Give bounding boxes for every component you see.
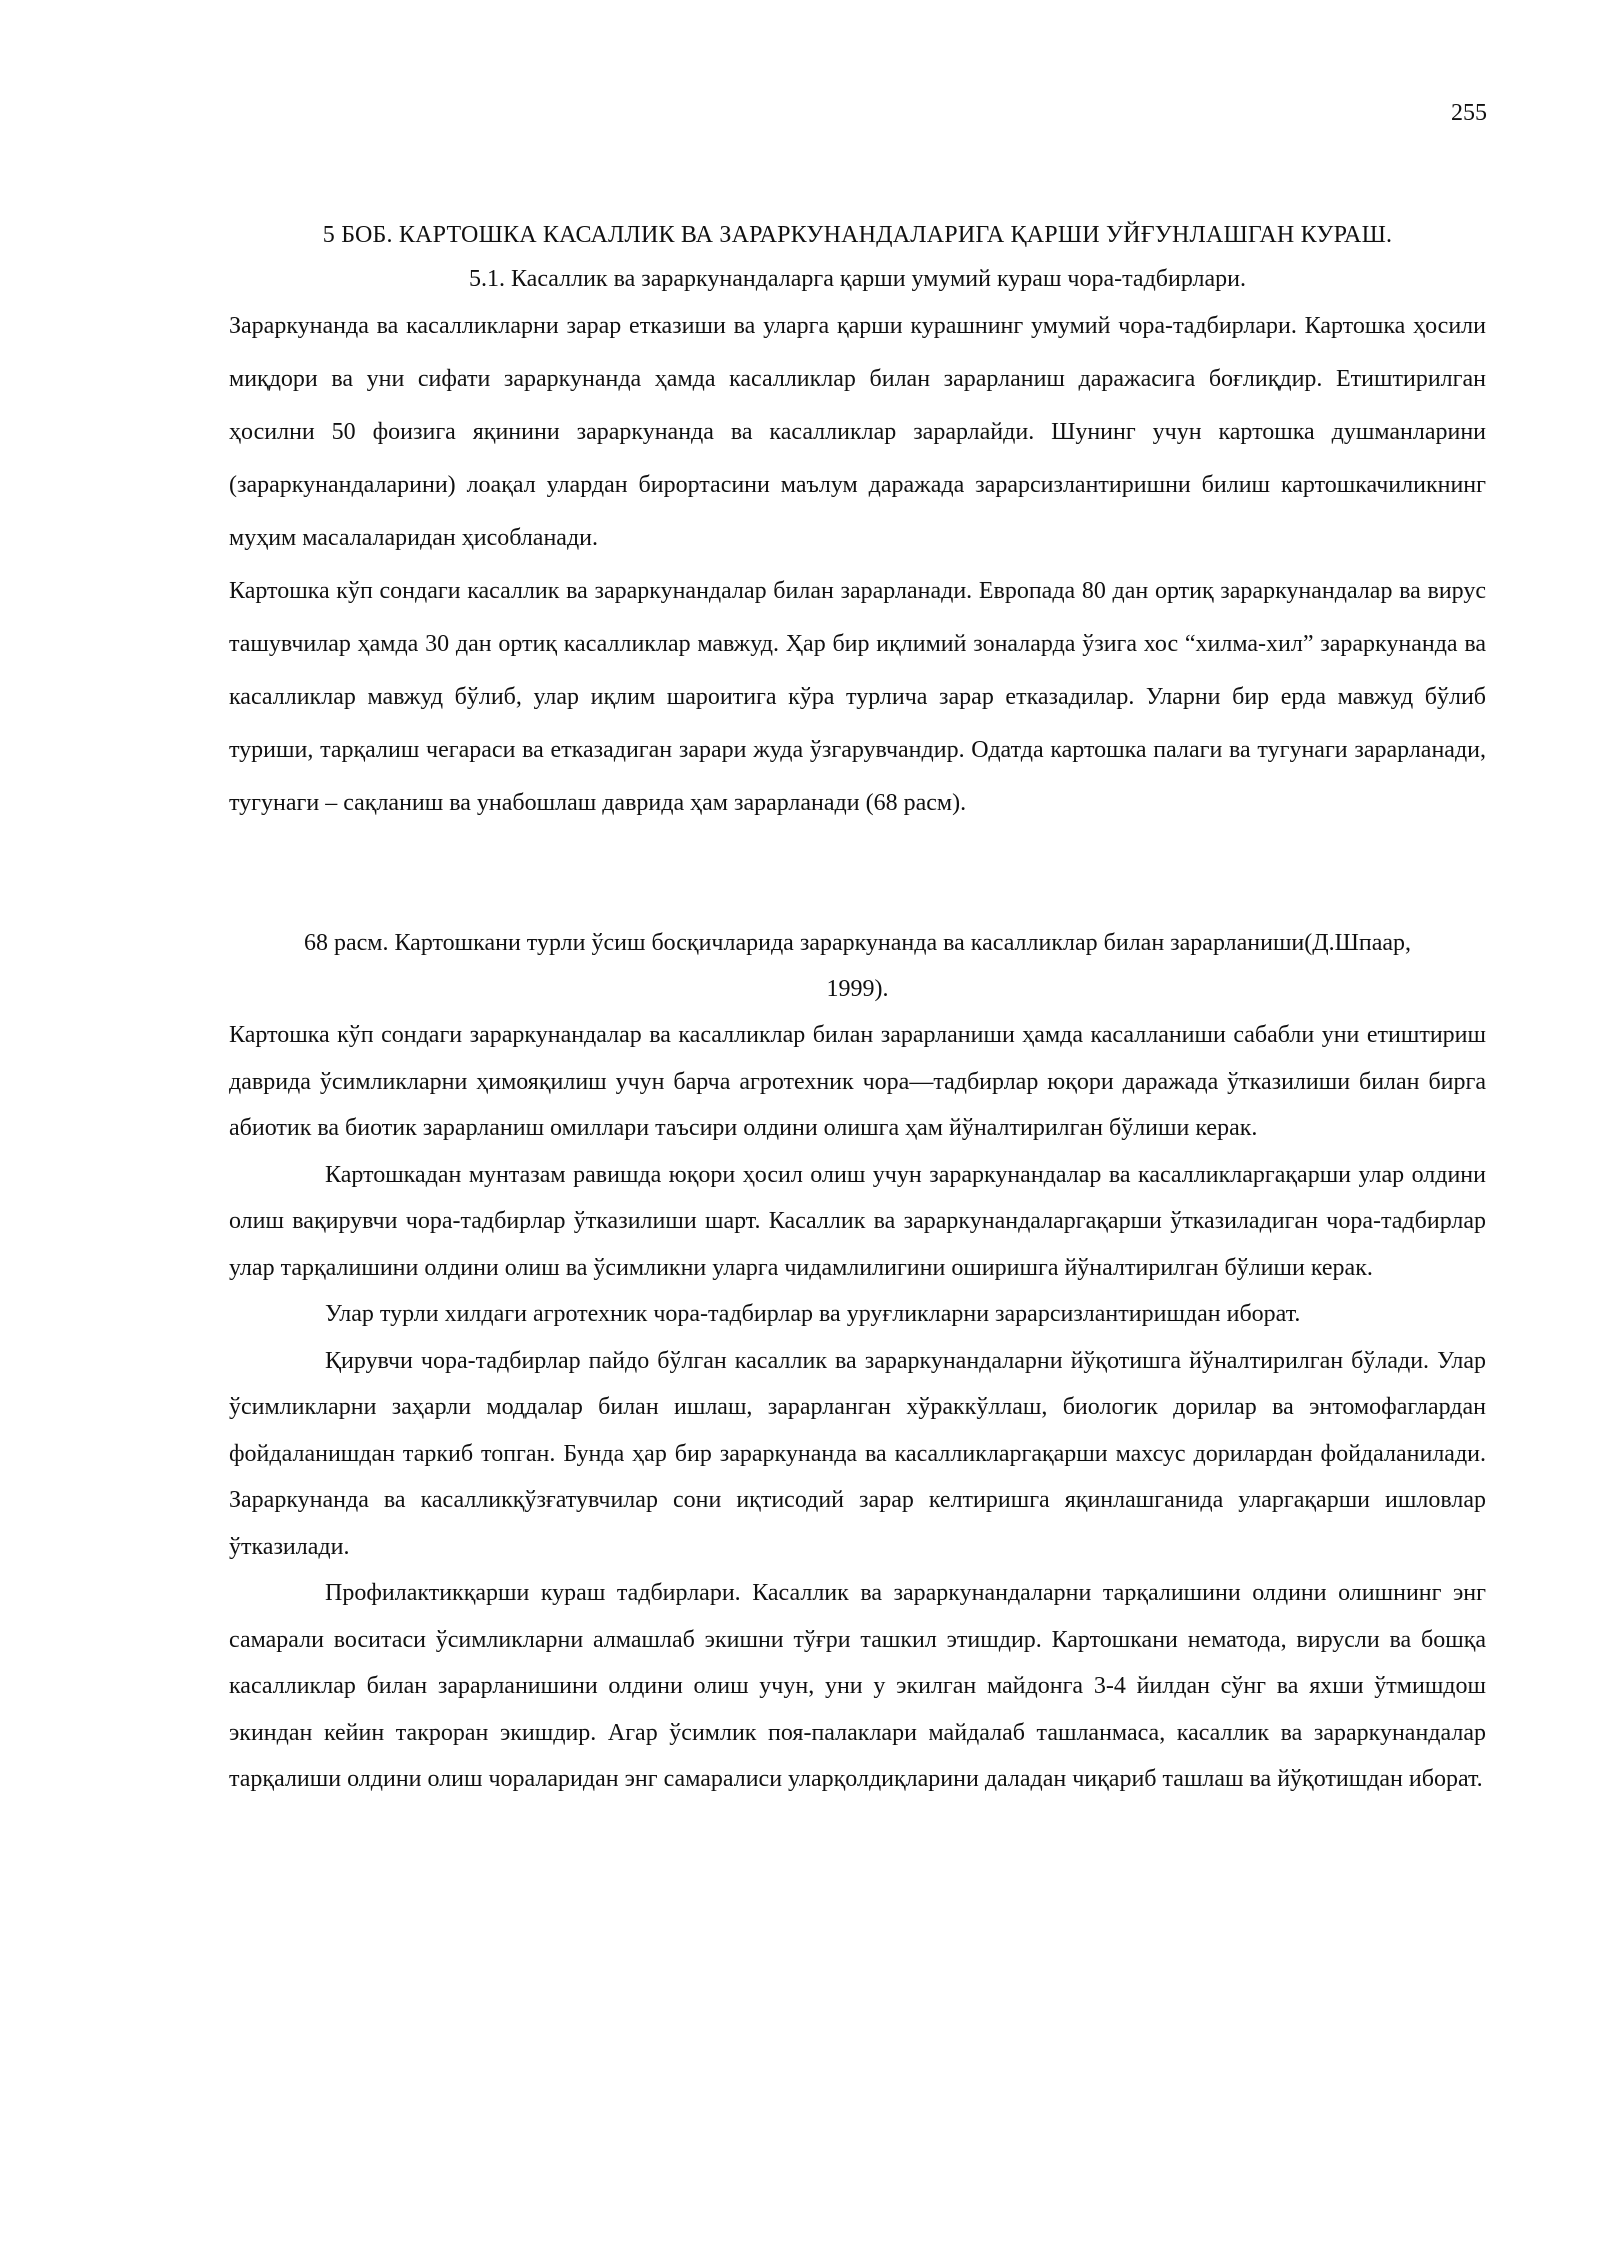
paragraph-agrotechnical: Улар турли хилдаги агротехник чора-тадбирлар ва уруғликларни зарарсизлантиришдан иборат. (325, 1301, 1301, 1327)
paragraph-destructive-measures: Қирувчи чора-тадбирлар пайдо бўлган касаллик ва зараркунандаларни йўқотишга йўналтирилган бўлади. Улар ўсимликларни заҳарли моддалар билан ишлаш, зарарланган хўраккўллаш, биологик дорилар ва энтомофаглардан фойдаланишдан таркиб топган. Бунда ҳар бир зараркунанда ва касалликларгақарши махсус дорилардан фойдаланилади. Зараркунанда ва касалликқўзғатувчилар сони иқтисодий зарар келтиришга яқинлашганида уларгақарши ишловлар ўтказилади. (229, 1347, 1486, 1560)
figure-caption-line-2: 1999). (826, 976, 889, 1002)
figure-caption-line-1: 68 расм. Картошкани турли ўсиш босқичларида зараркунанда ва касалликлар билан зарарланиши(Д.Шпаар, (303, 930, 1411, 956)
paragraph-preventive-measures: Картошкадан мунтазам равишда юқори ҳосил олиш учун зараркунандалар ва касалликларгақарши улар олдини олиш вақирувчи чора-тадбирлар ўтказилиши шарт. Касаллик ва зараркунандаларгақарши ўтказиладиган чора-тадбирлар улар тарқалишини олдини олиш ва ўсимликни уларга чидамлилигини оширишга йўналтирилган бўлиши керак. (229, 1161, 1486, 1281)
page-content (229, 218, 1486, 1803)
figure-placeholder (229, 830, 1486, 920)
page-number: 255 (1451, 100, 1487, 126)
paragraph-prophylactic: Профилактикқарши кураш тадбирлари. Касаллик ва зараркунандаларни тарқалишини олдини олишнинг энг самарали воситаси ўсимликларни алмашлаб экишни тўғри ташкил этишдир. Картошкани нематода, вирусли ва бошқа касалликлар билан зарарланишини олдини олиш учун, уни у экилган майдонга 3-4 йилдан сўнг ва яхши ўтмишдош экиндан кейин такроран экишдир. Агар ўсимлик поя-палаклари майдалаб ташланмаса, касаллик ва зараркунандалар тарқалиши олдини олиш чораларидан энг самаралиси уларқолдиқларини даладан чиқариб ташлаш ва йўқотишдан иборат. (229, 1580, 1486, 1792)
section-title: 5.1. Касаллик ва зараркунандаларга қарши умумий кураш чора-тадбирлари. (468, 266, 1246, 292)
paragraph-intro: Зараркунанда ва касалликларни зарар етказиши ва уларга қарши курашнинг умумий чора-тадбирлари. Картошка ҳосили миқдори ва уни сифати зараркунанда ҳамда касалликлар билан зарарланиш даражасига боғлиқдир. Етиштирилган ҳосилни 50 фоизига яқинини зараркунанда ва касалликлар зарарлайди. Шунинг учун картошка душманларини (зараркунандаларини) лоақал улардан бирортасини маълум даражада зарарсизлантиришни билиш картошкачиликнинг муҳим масалаларидан ҳисобланади. (229, 313, 1486, 551)
chapter-title: 5 БОБ. КАРТОШКА КАСАЛЛИК ВА ЗАРАРКУНАНДАЛАРИГА ҚАРШИ УЙҒУНЛАШГАН КУРАШ. (322, 222, 1393, 248)
paragraph-protection: Картошка кўп сондаги зараркунандалар ва касалликлар билан зарарланиши ҳамда касалланиши сабабли уни етиштириш даврида ўсимликларни ҳимояқилиш учун барча агротехник чора—тадбирлар юқори даражада ўтказилиши билан бирга абиотик ва биотик зарарланиш омиллари таъсири олдини олишга ҳам йўналтирилган бўлиши керак. (229, 1022, 1486, 1141)
paragraph-pests-overview: Картошка кўп сондаги касаллик ва зараркунандалар билан зарарланади. Европада 80 дан ортиқ зараркунандалар ва вирус ташувчилар ҳамда 30 дан ортиқ касалликлар мавжуд. Ҳар бир иқлимий зоналарда ўзига хос “хилма-хил” зараркунанда ва касалликлар мавжуд бўлиб, улар иқлим шароитига кўра турлича зарар етказадилар. Уларни бир ерда мавжуд бўлиб туриши, тарқалиш чегараси ва етказадиган зарари жуда ўзгарувчандир. Одатда картошка палаги ва тугунаги зарарланади, тугунаги – сақланиш ва унабошлаш даврида ҳам зарарланади (68 расм). (229, 578, 1486, 816)
figure-caption (229, 920, 1486, 1012)
